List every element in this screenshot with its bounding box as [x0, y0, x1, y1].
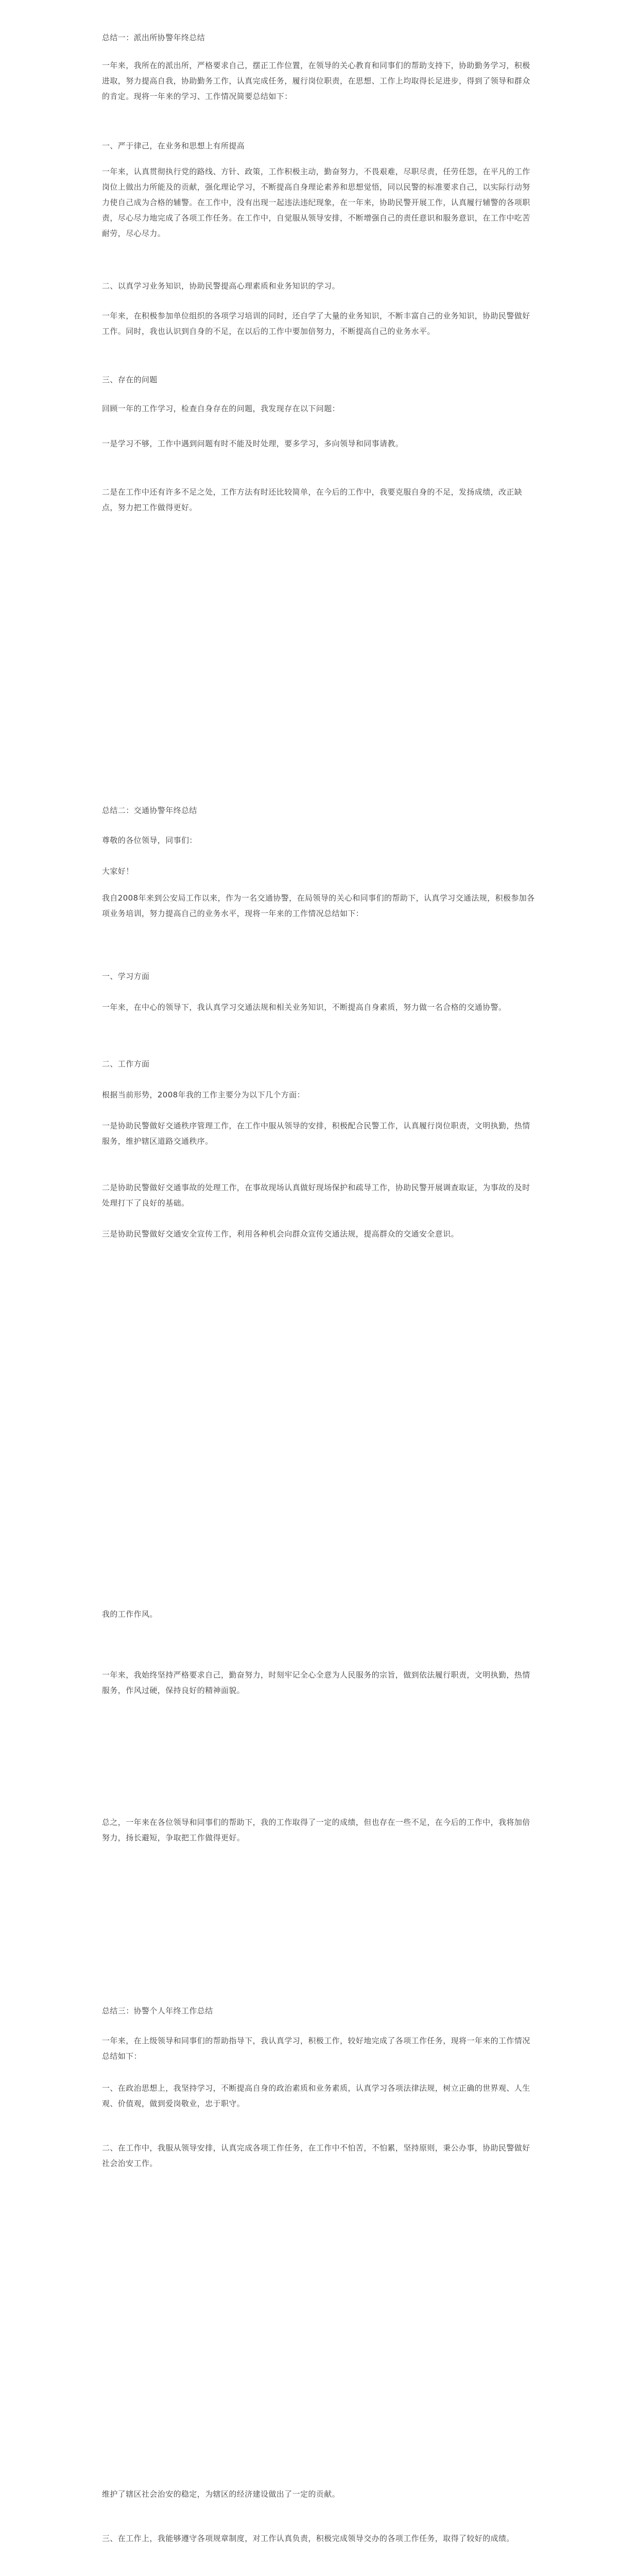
paragraph: 二是在工作中还有许多不足之处，工作方法有时还比较简单，在今后的工作中，我要克服自身的不足，发扬成绩，改正缺点，努力把工作做得更好。 — [102, 487, 523, 512]
paragraph: 尊敬的各位领导，同事们： — [102, 836, 197, 845]
section-title-3: 总结三：协警个人年终工作总结 — [102, 2006, 213, 2015]
paragraph: 一年来，我始终坚持严格要求自己，勤奋努力，时刻牢记全心全意为人民服务的宗旨，做到依法履行职责，文明执勤，热情服务，作风过硬，保持良好的精神面貌。 — [102, 1670, 530, 1695]
paragraph: 一年来，我所在的派出所，严格要求自己，摆正工作位置，在领导的关心教育和同事们的帮助支持下，协助勤务学习，积极进取，努力提高自我，协助勤务工作，认真完成任务，履行岗位职责，在思想、工作上均取得长足进步，得到了领导和群众的肯定。现将一年来的学习、工作情况简要总结如下： — [102, 61, 530, 101]
paragraph-heading: 三、存在的问题 — [102, 375, 158, 384]
paragraph: 大家好！ — [102, 867, 134, 876]
paragraph: 总之，一年来在各位领导和同事们的帮助下，我的工作取得了一定的成绩，但也存在一些不足，在今后的工作中，我将加倍努力，扬长避短，争取把工作做得更好。 — [102, 1818, 530, 1842]
section-title-1: 总结一：派出所协警年终总结 — [102, 33, 205, 42]
paragraph: 我的工作作风。 — [102, 1609, 158, 1619]
paragraph-heading: 一、学习方面 — [102, 972, 150, 981]
paragraph: 三是协助民警做好交通安全宣传工作，利用各种机会向群众宣传交通法规，提高群众的交通安全意识。 — [102, 1229, 459, 1239]
paragraph: 一是学习不够，工作中遇到问题有时不能及时处理，要多学习，多向领导和同事请教。 — [102, 439, 404, 448]
paragraph: 回顾一年的工作学习，检查自身存在的问题，我发现存在以下问题： — [102, 404, 340, 413]
paragraph: 一、在政治思想上，我坚持学习，不断提高自身的政治素质和业务素质，认真学习各项法律法规，树立正确的世界观、人生观、价值观，做到爱岗敬业，忠于职守。 — [102, 2083, 530, 2108]
paragraph: 根据当前形势，2008年我的工作主要分为以下几个方面： — [102, 1090, 305, 1099]
section-title-2: 总结二：交通协警年终总结 — [102, 806, 197, 815]
paragraph: 我自2008年来到公安局工作以来，作为一名交通协警，在局领导的关心和同事们的帮助下，认真学习交通法规，积极参加各项业务培训，努力提高自己的业务水平，现将一年来的工作情况总结如下： — [102, 893, 535, 918]
paragraph: 二、在工作中，我服从领导安排，认真完成各项工作任务，在工作中不怕苦，不怕累，坚持原则，秉公办事，协助民警做好社会治安工作。 — [102, 2143, 530, 2168]
paragraph: 一年来，认真贯彻执行党的路线、方针、政策，工作积极主动，勤奋努力，不畏艰难，尽职尽责，任劳任怨，在平凡的工作岗位上做出力所能及的贡献，强化理论学习，不断提高自身理论素养和思想觉悟，同以民警的标准要求自己，以实际行动努力使自己成为合格的辅警。在工作中，没有出现一起违法违纪现象，在一年来，协助民警开展工作，认真履行辅警的各项职责，尽心尽力地完成了各项工作任务。在工作中，自觉服从领导安排，不断增强自己的责任意识和服务意识，在工作中吃苦耐劳，尽心尽力。 — [102, 167, 530, 238]
paragraph: 维护了辖区社会治安的稳定，为辖区的经济建设做出了一定的贡献。 — [102, 2489, 340, 2499]
paragraph-heading: 二、工作方面 — [102, 1059, 150, 1069]
paragraph: 三、在工作上，我能够遵守各项规章制度，对工作认真负责，积极完成领导交办的各项工作任务，取得了较好的成绩。 — [102, 2534, 514, 2543]
paragraph: 一年来，在中心的领导下，我认真学习交通法规和相关业务知识，不断提高自身素质，努力做一名合格的交通协警。 — [102, 1003, 507, 1012]
paragraph-heading: 二、以真学习业务知识，协助民警提高心理素质和业务知识的学习。 — [102, 281, 340, 291]
paragraph: 二是协助民警做好交通事故的处理工作，在事故现场认真做好现场保护和疏导工作，协助民警开展调查取证，为事故的及时处理打下了良好的基础。 — [102, 1183, 530, 1208]
paragraph-heading: 一、严于律己，在业务和思想上有所提高 — [102, 141, 245, 150]
paragraph: 一年来，在上级领导和同事们的帮助指导下，我认真学习，积极工作，较好地完成了各项工作任务，现将一年来的工作情况总结如下： — [102, 2036, 530, 2061]
paragraph: 一是协助民警做好交通秩序管理工作，在工作中服从领导的安排，积极配合民警工作，认真履行岗位职责，文明执勤，热情服务，维护辖区道路交通秩序。 — [102, 1121, 530, 1146]
paragraph: 一年来，在积极参加单位组织的各项学习培训的同时，还自学了大量的业务知识，不断丰富自己的业务知识，协助民警做好工作。同时，我也认识到自身的不足，在以后的工作中要加倍努力，不断提高自己的业务水平。 — [102, 311, 530, 336]
